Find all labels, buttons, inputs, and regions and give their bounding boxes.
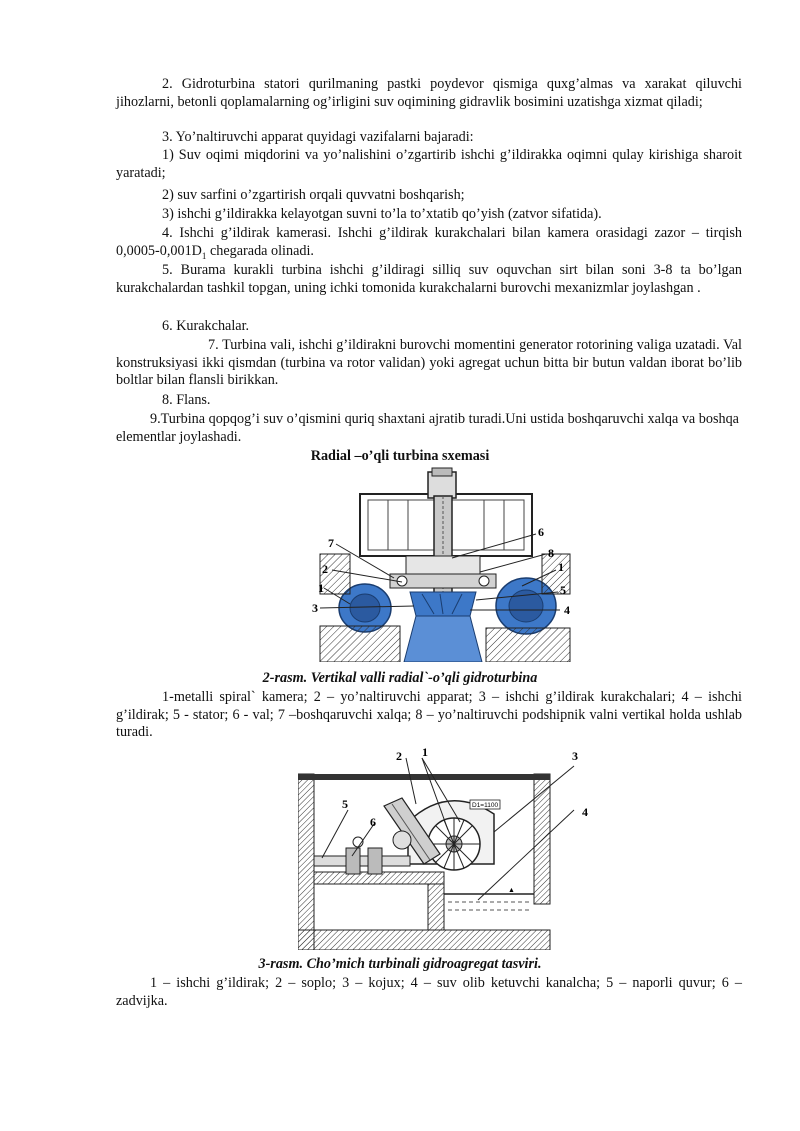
fig2-label-8: 8 [548, 546, 554, 560]
fig2-label-5: 5 [560, 583, 566, 597]
paragraph-3-2: 2) suv sarfini o’zgartirish orqali quvvatni boshqarish; [162, 187, 465, 203]
paragraph-4-tail: chegarada olinadi. [206, 242, 314, 259]
paragraph-3: 3. Yo’naltiruvchi apparat quyidagi vazifalarni bajaradi: [162, 129, 474, 145]
fig3-level-marker: ▲ [508, 887, 515, 894]
figure-2-caption: 2-rasm. Vertikal valli radial`-o’qli gidroturbina [262, 670, 538, 686]
fig2-label-7: 7 [328, 536, 334, 550]
paragraph-7: 7. Turbina vali, ishchi g’ildirakni burovchi momentini generator rotorining valiga uzatadi. Val konstruksiyasi ikki qismdan (turbina va rotor validan) yoki agregat uchun bitta bir butun valdan iborat bo’lib boltlar bilan flansli birikkan. [116, 337, 742, 389]
fig3-label-6: 6 [370, 815, 376, 829]
figure-2-legend: 1-metalli spiral` kamera; 2 – yo’naltiruvchi apparat; 3 – ishchi g’ildirak kurakchalari; 4 – ishchi g’ildirak; 5 - stator; 6 - val; 7 –boshqaruvchi xalqa; 8 – yo’naltiruvchi podshipnik valni vertikal holda ushlab turadi. [116, 689, 742, 741]
fig2-label-1-left: 1 [318, 581, 324, 595]
paragraph-3-3: 3) ishchi g’ildirakka kelayotgan suvni to’la to’xtatib qo’yish (zatvor sifatida). [162, 206, 602, 222]
paragraph-4-text: 4. Ishchi g’ildirak kamerasi. Ishchi g’ildirak kurakchalari bilan kamera orasidagi zazor – tirqish 0,0005-0,001D [116, 225, 742, 259]
fig3-dimension-text: D1=1100 [472, 802, 499, 809]
fig2-label-1-right: 1 [558, 560, 564, 574]
fig3-label-4: 4 [582, 805, 588, 819]
fig2-label-3: 3 [312, 601, 318, 615]
paragraph-5: 5. Burama kurakli turbina ishchi g’ildiragi silliq suv oquvchan sirt bilan soni 3-8 ta bo’lgan kurakchalardan tashkil topgan, uning ichki tomonida kurakchalarni burovchi mexanizmlar joylashgan . [116, 262, 742, 296]
fig2-label-4: 4 [564, 603, 570, 617]
paragraph-4-subscript: 1 [201, 250, 207, 261]
paragraph-4 [116, 225, 742, 265]
fig2-label-2: 2 [322, 562, 328, 576]
paragraph-6: 6. Kurakchalar. [162, 318, 250, 334]
fig2-label-6: 6 [538, 525, 544, 539]
paragraph-8: 8. Flans. [162, 392, 211, 408]
fig3-label-2: 2 [396, 749, 402, 763]
paragraph-3-1: 1) Suv oqimi miqdorini va yo’nalishini o’zgartirib ishchi g’ildirakka oqimni qulay kirishiga sharoit yaratadi; [116, 147, 742, 181]
fig3-label-5: 5 [342, 797, 348, 811]
figure-2-turbine-diagram [310, 466, 580, 662]
figure-2-heading: Radial –o’qli turbina sxemasi [310, 448, 490, 464]
paragraph-2: 2. Gidroturbina statori qurilmaning pastki poydevor qismiga quxg’almas va xarakat qiluvchi jihozlarni, betonli qoplamalarning og’irligini suv oqimining gidravlik bosimini uzatishga xizmat qiladi; [116, 76, 742, 110]
fig3-label-1: 1 [422, 745, 428, 759]
figure-3-pelton-diagram [298, 744, 598, 950]
figure-3-legend: 1 – ishchi g’ildirak; 2 – soplo; 3 – kojux; 4 – suv olib ketuvchi kanalcha; 5 – naporli quvur; 6 – zadvijka. [116, 975, 742, 1009]
paragraph-9-wrapper [116, 392, 742, 410]
paragraph-9: 9.Turbina qopqog’i suv o’qismini quriq shaxtani ajratib turadi.Uni ustida boshqaruvchi xalqa va boshqa elementlar joylashadi. [116, 411, 739, 445]
figure-3-caption: 3-rasm. Cho’mich turbinali gidroagregat tasviri. [258, 956, 542, 972]
fig3-label-3: 3 [572, 749, 578, 763]
